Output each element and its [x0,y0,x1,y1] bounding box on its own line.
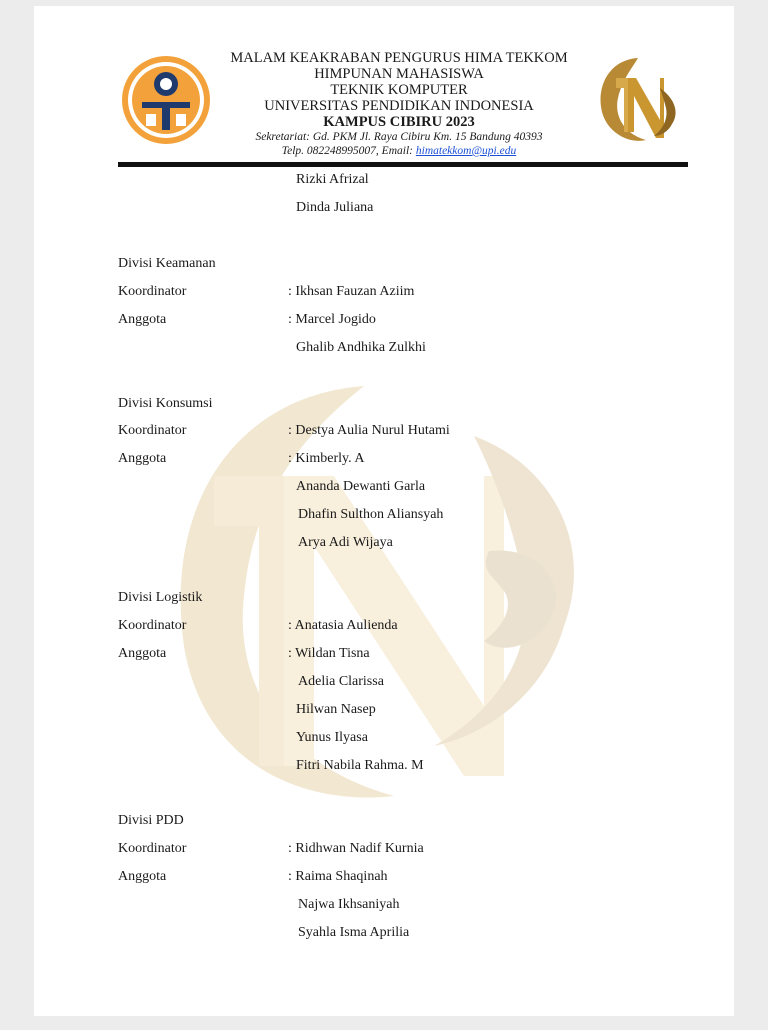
member-name: Adelia Clarissa [298,674,384,689]
member-name: Syahla Isma Aprilia [298,925,410,940]
list-item [118,198,678,218]
coordinator-label: Koordinator [118,423,187,438]
member-name: Dhafin Sulthon Aliansyah [298,507,444,522]
member-row [118,449,678,469]
contact-line [214,144,584,158]
member-row [118,867,678,887]
header-divider [118,162,688,167]
member-label: Anggota [118,646,167,661]
coordinator-name: : Anatasia Aulienda [288,618,398,633]
address-line: Sekretariat: Gd. PKM Jl. Raya Cibiru Km. 15 Bandung 40393 [255,131,543,143]
member-row [118,756,678,776]
coordinator-name: : Ridhwan Nadif Kurnia [288,841,424,856]
coordinator-name: : Destya Aulia Nurul Hutami [288,423,450,438]
member-name: : Kimberly. A [288,451,365,466]
member-row [118,672,678,692]
member-name: : Wildan Tisna [288,646,370,661]
member-label: Anggota [118,312,167,327]
department-name: TEKNIK KOMPUTER [330,82,468,98]
member-row [118,923,678,943]
event-title: MALAM KEAKRABAN PENGURUS HIMA TEKKOM [230,50,568,66]
letterhead-text [214,50,584,158]
event-logo-icon [594,54,682,146]
member-name: Hilwan Nasep [296,702,376,717]
campus-year: KAMPUS CIBIRU 2023 [323,114,475,130]
member-name: Yunus Ilyasa [296,730,368,745]
coordinator-row [118,616,678,636]
member-row [118,310,678,330]
member-row [118,644,678,664]
member-row [118,505,678,525]
member-row [118,533,678,553]
email-link[interactable]: himatekkom@upi.edu [415,145,517,157]
member-name: Fitri Nabila Rahma. M [296,758,424,773]
member-row [118,895,678,915]
contact-phone: Telp. 082248995007, Email: [281,145,416,157]
member-row [118,477,678,497]
coordinator-row [118,839,678,859]
member-label: Anggota [118,451,167,466]
division-heading: Divisi Logistik [118,590,203,605]
member-name: : Raima Shaqinah [288,869,388,884]
member-name: Najwa Ikhsaniyah [298,897,400,912]
member-name: Ananda Dewanti Garla [296,479,426,494]
member-name: Ghalib Andhika Zulkhi [296,340,426,355]
coordinator-label: Koordinator [118,841,187,856]
list-item [118,170,678,190]
coordinator-label: Koordinator [118,284,187,299]
member-name: Arya Adi Wijaya [298,535,393,550]
member-row [118,728,678,748]
university-name: UNIVERSITAS PENDIDIKAN INDONESIA [264,98,534,114]
org-name: HIMPUNAN MAHASISWA [314,66,484,82]
coordinator-row [118,421,678,441]
coordinator-name: : Ikhsan Fauzan Aziim [288,284,415,299]
member-label: Anggota [118,869,167,884]
member-name: Rizki Afrizal [296,172,369,187]
letterhead [34,6,734,166]
member-name: : Marcel Jogido [288,312,376,327]
member-row [118,700,678,720]
division-heading: Divisi Keamanan [118,256,216,271]
coordinator-row [118,282,678,302]
member-row [118,338,678,358]
member-name: Dinda Juliana [296,200,374,215]
division-heading: Divisi PDD [118,813,184,828]
document-page [34,6,734,1016]
coordinator-label: Koordinator [118,618,187,633]
university-logo-icon [120,54,212,146]
division-heading: Divisi Konsumsi [118,396,213,411]
